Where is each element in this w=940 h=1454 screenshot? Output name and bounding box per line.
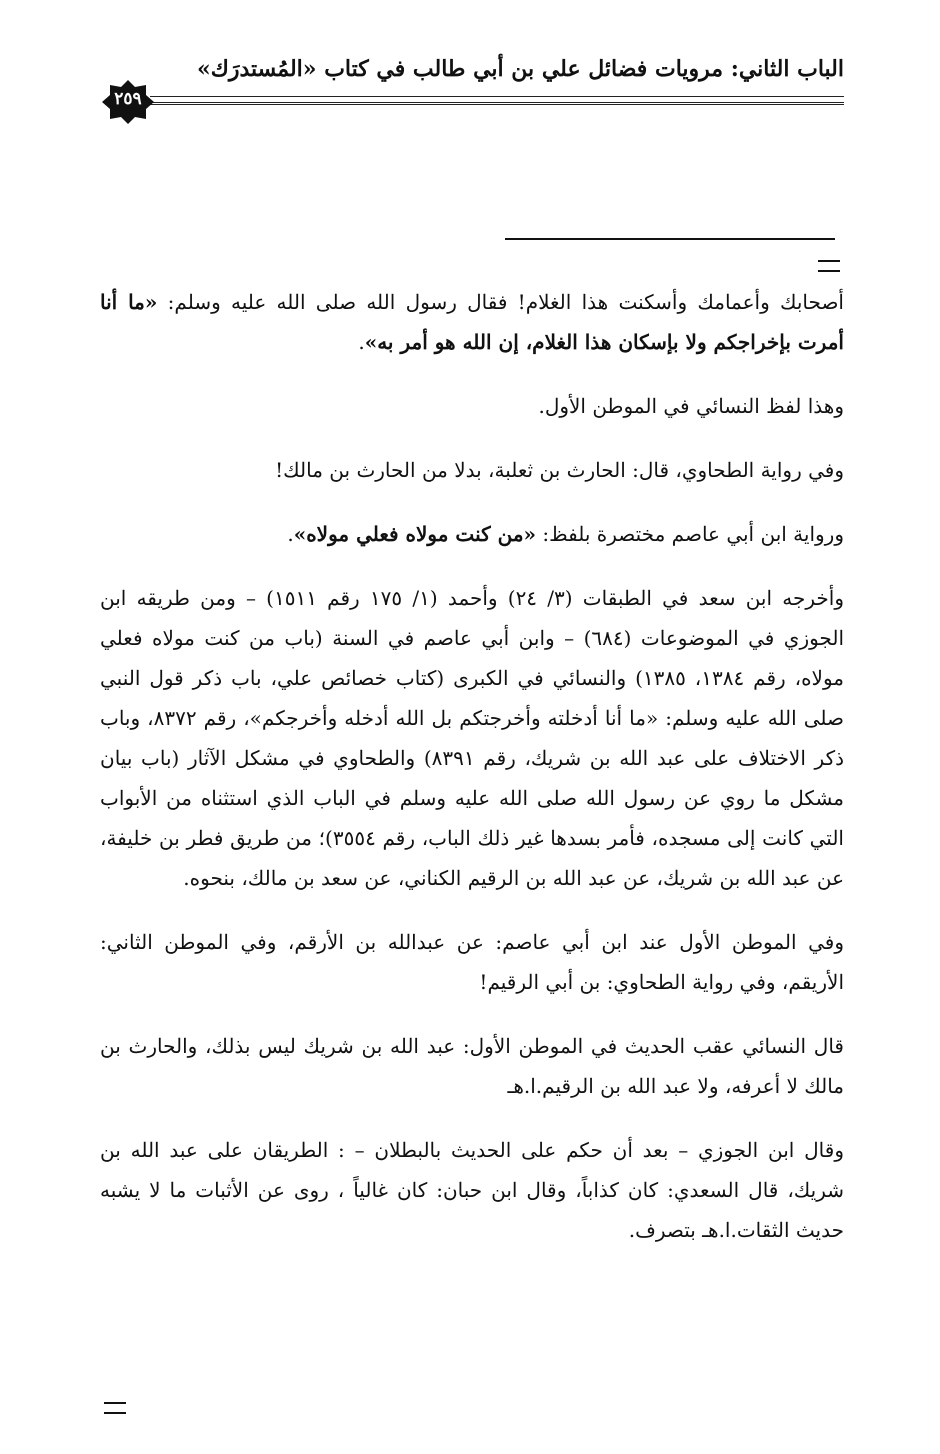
continuation-mark-top bbox=[818, 260, 840, 272]
paragraph-4: ورواية ابن أبي عاصم مختصرة بلفظ: «من كنت مولاه فعلي مولاه». bbox=[287, 522, 844, 546]
paragraph-1: أصحابك وأعمامك وأسكنت هذا الغلام! فقال رسول الله صلى الله عليه وسلم: «ما أنا أمرت بإخراجكم ولا بإسكان هذا الغلام، إن الله هو أمر به». bbox=[100, 290, 844, 354]
running-header-title: الباب الثاني: مرويات فضائل علي بن أبي طالب في كتاب «المُستدرَك» bbox=[196, 56, 844, 82]
paragraph-7: قال النسائي عقب الحديث في الموطن الأول: عبد الله بن شريك ليس بذلك، والحارث بن مالك لا أعرفه، ولا عبد الله بن الرقيم.ا.هـ bbox=[100, 1034, 844, 1098]
page-number-badge bbox=[102, 80, 154, 124]
continuation-mark-bottom bbox=[104, 1402, 126, 1414]
header-rule bbox=[150, 96, 844, 105]
footnote-separator bbox=[505, 238, 835, 240]
paragraph-2: وهذا لفظ النسائي في الموطن الأول. bbox=[538, 394, 844, 418]
footnote-body bbox=[100, 282, 844, 1274]
page-number: ٢٥٩ bbox=[114, 89, 142, 109]
paragraph-8: وقال ابن الجوزي – بعد أن حكم على الحديث بالبطلان – : الطريقان على عبد الله بن شريك، قال السعدي: كان كذاباً، وقال ابن حبان: كان غالياً ، روى عن الأثبات ما لا يشبه حديث الثقات.ا.هـ بتصرف. bbox=[100, 1138, 844, 1242]
paragraph-3: وفي رواية الطحاوي، قال: الحارث بن ثعلبة، بدلا من الحارث بن مالك! bbox=[275, 458, 844, 482]
paragraph-6: وفي الموطن الأول عند ابن أبي عاصم: عن عبدالله بن الأرقم، وفي الموطن الثاني: الأريقم، وفي رواية الطحاوي: بن أبي الرقيم! bbox=[100, 930, 844, 994]
paragraph-5: وأخرجه ابن سعد في الطبقات (٣/ ٢٤) وأحمد (١/ ١٧٥ رقم ١٥١١) – ومن طريقه ابن الجوزي في الموضوعات (٦٨٤) – وابن أبي عاصم في السنة (باب من كنت مولاه فعلي مولاه، رقم ١٣٨٤، ١٣٨٥) والنسائي في الكبرى (كتاب خصائص علي، باب ذكر قول النبي صلى الله عليه وسلم: «ما أنا أدخلته وأخرجتكم بل الله أدخله وأخرجكم»، رقم ٨٣٧٢، وباب ذكر الاختلاف على عبد الله بن شريك، رقم ٨٣٩١) والطحاوي في مشكل الآثار (باب بيان مشكل ما روي عن رسول الله صلى الله عليه وسلم في الباب الذي استثناه من الأبواب التي كانت إلى مسجده، فأمر بسدها غير ذلك الباب، رقم ٣٥٥٤)؛ من طريق فطر بن خليفة، عن عبد الله بن شريك، عن عبد الله بن الرقيم الكناني، عن سعد بن مالك، بنحوه. bbox=[100, 586, 844, 890]
